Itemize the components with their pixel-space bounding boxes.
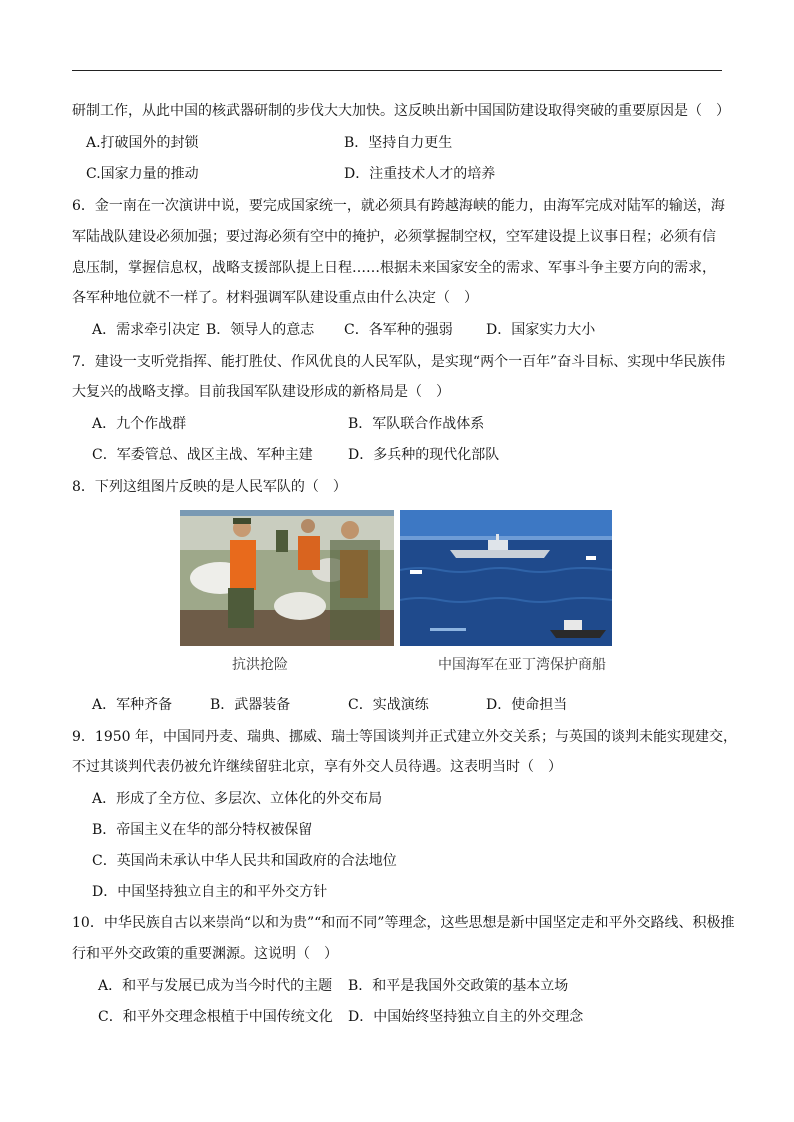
q9-line-2: 不过其谈判代表仍被允许继续留驻北京，享有外交人员待遇。这表明当时（ ） bbox=[72, 759, 562, 775]
q8-figure bbox=[176, 510, 616, 680]
q6-line-1: 6．金一南在一次演讲中说，要完成国家统一，就必须具有跨越海峡的能力，由海军完成对陆军的输送，海 bbox=[72, 198, 725, 214]
q9-option-a: A．形成了全方位、多层次、立体化的外交布局 bbox=[92, 791, 383, 807]
q7-option-c: C．军委管总、战区主战、军种主建 bbox=[92, 447, 313, 463]
q9-option-d: D．中国坚持独立自主的和平外交方针 bbox=[92, 884, 328, 900]
q7-option-d: D．多兵种的现代化部队 bbox=[348, 447, 500, 463]
q6-option-b: B．领导人的意志 bbox=[206, 322, 315, 338]
flood-rescue-photo bbox=[180, 510, 394, 646]
navy-photo-caption: 中国海军在亚丁湾保护商船 bbox=[438, 657, 606, 673]
q5-option-d: D．注重技术人才的培养 bbox=[344, 166, 496, 182]
q10-line-1: 10．中华民族自古以来崇尚“以和为贵”“和而不同”等理念，这些思想是新中国坚定走和平外交路线、积极推 bbox=[72, 915, 735, 931]
q5-option-b: B．坚持自力更生 bbox=[344, 135, 453, 151]
flood-photo-caption: 抗洪抢险 bbox=[232, 657, 288, 673]
q6-option-a: A．需求牵引决定 bbox=[92, 322, 201, 338]
q7-option-b: B．军队联合作战体系 bbox=[348, 416, 485, 432]
q9-option-c: C．英国尚未承认中华人民共和国政府的合法地位 bbox=[92, 853, 397, 869]
question-5-stem-tail: 研制工作，从此中国的核武器研制的步伐大大加快。这反映出新中国国防建设取得突破的重要原因是（ ） bbox=[72, 103, 730, 119]
q9-option-b: B．帝国主义在华的部分特权被保留 bbox=[92, 822, 313, 838]
q6-option-c: C．各军种的强弱 bbox=[344, 322, 453, 338]
q7-line-2: 大复兴的战略支撑。目前我国军队建设形成的新格局是（ ） bbox=[72, 384, 450, 400]
q9-line-1: 9．1950 年，中国同丹麦、瑞典、挪威、瑞士等国谈判并正式建立外交关系；与英国的谈判未能实现建交， bbox=[72, 729, 737, 745]
q8-option-a: A．军种齐备 bbox=[92, 697, 173, 713]
q6-line-3: 息压制，掌握信息权，战略支援部队提上日程……根据未来国家安全的需求、军事斗争主要方向的需求， bbox=[72, 260, 716, 276]
q7-line-1: 7．建设一支听党指挥、能打胜仗、作风优良的人民军队，是实现“两个一百年”奋斗目标、实现中华民族伟 bbox=[72, 354, 726, 370]
q6-line-2: 军陆战队建设必须加强；要过海必须有空中的掩护，必须掌握制空权，空军建设提上议事日程；必须有信 bbox=[72, 229, 716, 245]
q6-line-4: 各军种地位就不一样了。材料强调军队建设重点由什么决定（ ） bbox=[72, 290, 478, 306]
q8-option-b: B．武器装备 bbox=[210, 697, 291, 713]
q8-option-c: C．实战演练 bbox=[348, 697, 429, 713]
q10-option-c: C．和平外交理念根植于中国传统文化 bbox=[98, 1009, 333, 1025]
q5-option-a: A.打破国外的封锁 bbox=[86, 135, 199, 151]
q10-option-a: A．和平与发展已成为当今时代的主题 bbox=[98, 978, 333, 994]
navy-escort-photo bbox=[400, 510, 612, 646]
q10-line-2: 行和平外交政策的重要渊源。这说明（ ） bbox=[72, 946, 338, 962]
q10-option-b: B．和平是我国外交政策的基本立场 bbox=[348, 978, 569, 994]
q10-option-d: D．中国始终坚持独立自主的外交理念 bbox=[348, 1009, 584, 1025]
q5-option-c: C.国家力量的推动 bbox=[86, 166, 199, 182]
q7-option-a: A．九个作战群 bbox=[92, 416, 187, 432]
q8-option-d: D．使命担当 bbox=[486, 697, 568, 713]
q8-stem: 8．下列这组图片反映的是人民军队的（ ） bbox=[72, 479, 347, 495]
q6-option-d: D．国家实力大小 bbox=[486, 322, 596, 338]
header-rule bbox=[72, 70, 722, 71]
